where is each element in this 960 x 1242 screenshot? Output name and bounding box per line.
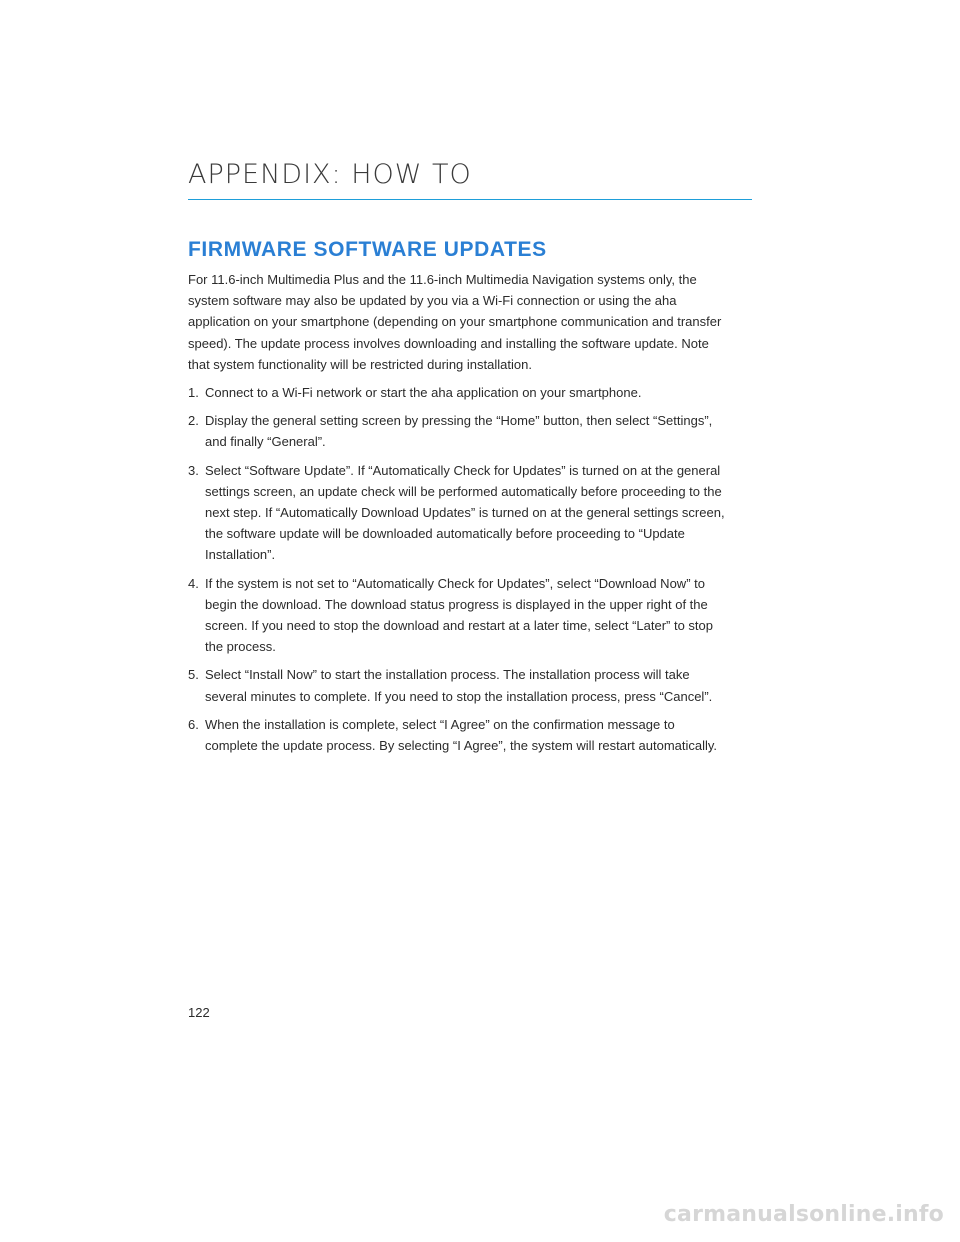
step-text: Select “Install Now” to start the installation process. The installation process will take several minutes to complete. If you need to stop the installation process, press “Cancel”. [205,667,713,704]
article [188,237,728,763]
step-text: Select “Software Update”. If “Automatically Check for Updates” is turned on at the general settings screen, an update check will be performed automatically before proceeding to the next step. If “Automatically Download Updates” is turned on at the general settings screen, the software update will be downloaded automatically before proceeding to “Update Installation”. [205,462,725,563]
step-number: 2. [188,413,199,429]
step-number: 3. [188,462,199,478]
watermark: carmanualsonline.info [663,1202,944,1227]
list-item [188,410,728,452]
list-item [188,664,728,706]
steps-list [188,382,728,756]
step-text: When the installation is complete, select “I Agree” on the confirmation message to complete the update process. By selecting “I Agree”, the system will restart automatically. [205,716,718,754]
section-label: APPENDIX: HOW TO [188,159,472,190]
page-number: 122 [188,1005,210,1020]
step-number: 4. [188,575,199,591]
step-number: 1. [188,385,199,401]
list-item [188,714,728,756]
step-text: Display the general setting screen by pressing the “Home” button, then select “Settings”, and finally “General”. [205,413,713,450]
page-header [188,158,752,200]
intro-paragraph: For 11.6-inch Multimedia Plus and the 11.6-inch Multimedia Navigation systems only, the system software may also be updated by you via a Wi-Fi connection or using the aha application on your smartphone (depending on your smartphone communication and transfer speed). The update process involves downloading and installing the software update. Note that system functionality will be restricted during installation. [188,272,722,372]
header-divider [188,199,752,200]
article-title: FIRMWARE SOFTWARE UPDATES [188,238,547,261]
list-item [188,382,728,403]
step-number: 5. [188,667,199,683]
step-text: Connect to a Wi-Fi network or start the aha application on your smartphone. [205,385,642,401]
step-number: 6. [188,716,199,732]
step-text: If the system is not set to “Automatically Check for Updates”, select “Download Now” to begin the download. The download status progress is displayed in the upper right of the screen. If you need to stop the download and restart at a later time, select “Later” to stop the process. [205,575,714,655]
list-item [188,460,728,566]
list-item [188,573,728,658]
